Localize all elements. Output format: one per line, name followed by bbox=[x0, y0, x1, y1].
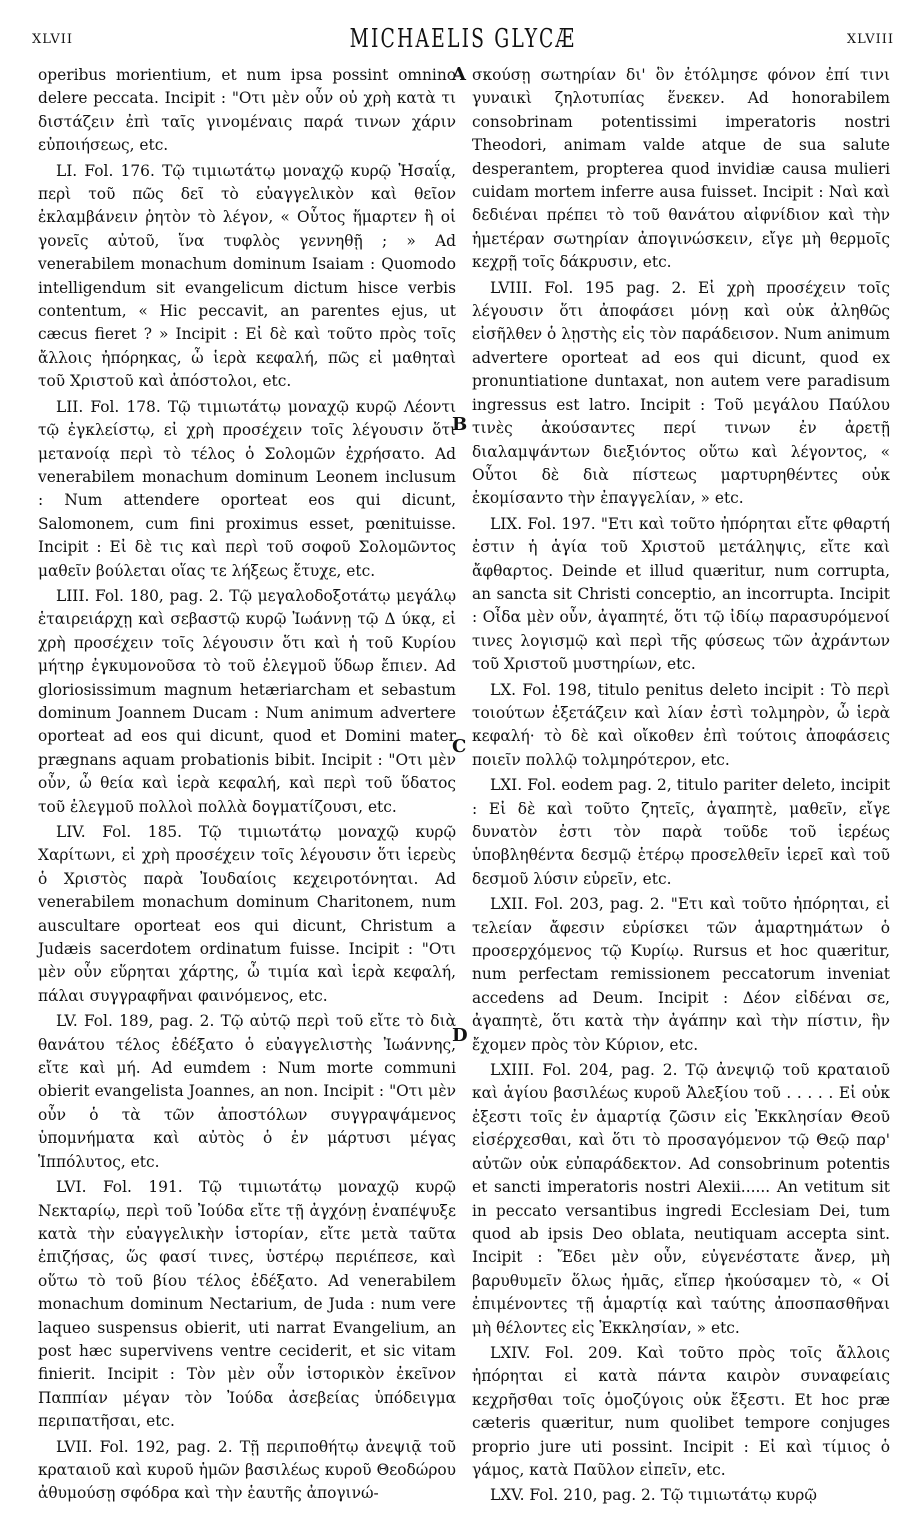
right-column bbox=[472, 64, 890, 1510]
page-number-right: XLVIII bbox=[846, 32, 894, 47]
page-number-left: XLVII bbox=[32, 32, 74, 47]
margin-marker-c: C bbox=[452, 736, 467, 757]
right-entry: LVIII. Fol. 195 pag. 2. Εἰ χρὴ προσέχειν τοῖς λέγουσιν ὅτι ἀποφάσει μόνῃ καὶ οὐκ ἀληθῶς εἰσῆλθεν ὁ λῃστὴς εἰς τὸν παράδεισον. Num animum advertere oporteat ad eos qui dicunt, quod ex pronuntiatione duntaxat, non autem vere paradisum ingressus est latro. Incipit : Τοῦ μεγάλου Παύλου τινὲς ἀκούσαντες περί τινων ἐν ἀρετῇ διαλαμψάντων διεξιόντος οὕτω καὶ λέγοντος, « Οὗτοι δὲ διὰ πίστεως μαρτυρηθέντες οὐκ ἐκομίσαντο τὴν ἐπαγγελίαν, » etc. bbox=[472, 278, 890, 508]
page-title: MICHAELIS GLYCÆ bbox=[349, 24, 577, 54]
right-paragraph: σκούσῃ σωτηρίαν δι' ὃν ἐτόλμησε φόνον ἐπί τινι γυναικὶ ζηλοτυπίας ἕνεκεν. Ad honorabilem consobrinam potentissimi imperatoris nostri Theodori, animam valde atque de sua salute desperantem, propterea quod invidiæ causa mulieri cuidam mortem inferre ausa fuisset. Incipit : Ναὶ καὶ δεδιέναι πρέπει τὸ τοῦ θανάτου αἰφνίδιον καὶ τὴν ἡμετέραν σωτηρίαν ἀπογινώσκειν, εἴγε μὴ θερμοῖς κεχρῇ τοῖς δάκρυσιν, etc. bbox=[472, 66, 890, 272]
left-column bbox=[38, 64, 456, 1508]
left-entry: LIV. Fol. 185. Τῷ τιμιωτάτῳ μοναχῷ κυρῷ Χαρίτωνι, εἰ χρὴ προσέχειν τοῖς λέγουσιν ὅτι ἱερεὺς ὁ Χριστὸς παρὰ Ἰουδαίοις κεχειροτόνηται. Ad venerabilem monachum dominum Charitonem, num auscultare oporteat eos qui dicunt, Christum a Judæis sacerdotem ordinatum fuisse. Incipit : "Οτι μὲν οὖν εὕρηται χάρτης, ὦ τιμία καὶ ἱερὰ κεφαλή, πάλαι συγγραφῆναι φαινόμενος, etc. bbox=[38, 823, 456, 1005]
left-entry: LI. Fol. 176. Τῷ τιμιωτάτῳ μοναχῷ κυρῷ Ἠσαΐᾳ, περὶ τοῦ πῶς δεῖ τὸ εὐαγγελικὸν καὶ θεῖον ἐκλαμβάνειν ῥητὸν τὸ λέγον, « Οὗτος ἥμαρτεν ἢ οἱ γονεῖς αὐτοῦ, ἵνα τυφλὸς γεννηθῇ ; » Ad venerabilem monachum dominum Isaiam : Quomodo intelligendum sit evangelicum dictum hisce verbis contentum, « Hic peccavit, an parentes ejus, ut cæcus fieret ? » Incipit : Εἰ δὲ καὶ τοῦτο πρὸς τοῖς ἄλλοις ἠπόρηκας, ὦ ἱερὰ κεφαλή, πῶς εἰ μαθηταὶ τοῦ Χριστοῦ καὶ ἀπόστολοι, etc. bbox=[38, 161, 456, 391]
left-paragraph: operibus morientium, et num ipsa possint omnino delere peccata. Incipit : "Οτι μὲν οὖν οὐ χρὴ κατὰ τι διστάζειν ἐπὶ ταῖς γινομέναις παρά τινων χάριν εὐποιήσεως, etc. bbox=[38, 66, 456, 155]
running-header bbox=[32, 22, 894, 58]
margin-marker-d: D bbox=[452, 1025, 468, 1046]
left-entry: LVI. Fol. 191. Τῷ τιμιωτάτῳ μοναχῷ κυρῷ Νεκταρίῳ, περὶ τοῦ Ἰούδα εἴτε τῇ ἀγχόνῃ ἐναπέψυξε κατὰ τὴν εὐαγγελικὴν ἱστορίαν, εἴτε μετὰ ταῦτα ἐπιζήσας, ὥς φασί τινες, ὑστέρῳ περιέπεσε, καὶ οὕτω τὸ τοῦ βίου τέλος ἐδέξατο. Ad venerabilem monachum dominum Nectarium, de Juda : num vere laqueo suspensus obierit, uti narrat Evangelium, an post hæc supervivens ventre ceciderit, et sic vitam finierit. Incipit : Τὸν μὲν οὖν ἱστορικὸν ἐκεῖνον Παππίαν μέγαν τὸν Ἰούδα ἀσεβείας ὑπόδειγμα περιπατῆσαι, etc. bbox=[38, 1178, 456, 1431]
margin-marker-b: B bbox=[452, 414, 468, 435]
left-entry: LV. Fol. 189, pag. 2. Τῷ αὐτῷ περὶ τοῦ εἴτε τὸ διὰ θανάτου τέλος ἐδέξατο ὁ εὐαγγελιστὴς Ἰωάννης, εἴτε καὶ μή. Ad eumdem : Num morte communi obierit evangelista Joannes, an non. Incipit : "Οτι μὲν οὖν ὁ τὰ τῶν ἀποστόλων συγγραψάμενος ὑπομνήματα καὶ αὐτὸς ὁ ἐν μάρτυσι μέγας Ἱππόλυτος, etc. bbox=[38, 1012, 456, 1171]
right-entry: LX. Fol. 198, titulo penitus deleto incipit : Τὸ περὶ τοιούτων ἐξετάζειν καὶ λίαν ἐστὶ τολμηρὸν, ὦ ἱερὰ κεφαλή· τὸ δὲ καὶ οἴκοθεν ἐπὶ τούτοις ἀποφάσεις ποιεῖν πολλῷ τολμηρότερον, etc. bbox=[472, 680, 890, 769]
right-entry: LXII. Fol. 203, pag. 2. "Ετι καὶ τοῦτο ἠπόρηται, εἰ τελείαν ἄφεσιν εὑρίσκει τῶν ἁμαρτημάτων ὁ προσερχόμενος τῷ Κυρίῳ. Rursus et hoc quæritur, num perfectam remissionem peccatorum inveniat accedens ad Deum. Incipit : Δέον εἰδέναι σε, ἀγαπητὲ, ὅτι κατὰ τὴν ἀγάπην καὶ τὴν πίστιν, ἣν ἔχομεν πρὸς τὸν Κύριον, etc. bbox=[472, 895, 890, 1054]
left-entry: LIII. Fol. 180, pag. 2. Τῷ μεγαλοδοξοτάτῳ μεγάλῳ ἑταιρειάρχῃ καὶ σεβαστῷ κυρῷ Ἰωάννῃ τῷ Δ ύκᾳ, εἰ χρὴ προσέχειν τοῖς λέγουσιν ὅτι καὶ ἡ τοῦ Κυρίου μήτηρ ἐγκυμονοῦσα τὸ τοῦ ἐλεγμοῦ ὕδωρ ἔπιεν. Ad gloriosissimum magnum hetæriarcham et sebastum dominum Joannem Ducam : Num animum advertere oporteat ad eos qui dicunt, quod et Domini mater prægnans aquam probationis bibit. Incipit : "Οτι μὲν οὖν, ὦ θεία καὶ ἱερὰ κεφαλή, καὶ περὶ τοῦ ὕδατος τοῦ ἐλεγμοῦ πολλοὶ πολλὰ δογματίζουσι, etc. bbox=[38, 586, 456, 816]
left-entry: LVII. Fol. 192, pag. 2. Τῇ περιποθήτῳ ἀνεψιᾷ τοῦ κραταιοῦ καὶ κυροῦ ἡμῶν βασιλέως κυροῦ Θεοδώρου ἀθυμούσῃ σφόδρα καὶ τὴν ἑαυτῆς ἀπογινώ- bbox=[38, 1437, 456, 1503]
right-entry: LIX. Fol. 197. "Ετι καὶ τοῦτο ἠπόρηται εἴτε φθαρτή ἐστιν ἡ ἁγία τοῦ Χριστοῦ μετάληψις, εἴτε καὶ ἄφθαρτος. Deinde et illud quæritur, num corrupta, an sancta sit Christi conceptio, an incorrupta. Incipit : Οἶδα μὲν οὖν, ἀγαπητέ, ὅτι τῷ ἰδίῳ παρασυρόμενοί τινες λογισμῷ καὶ περὶ τῆς φύσεως τῶν ἀχράντων τοῦ Χριστοῦ μυστηρίων, etc. bbox=[472, 514, 890, 674]
right-entry: LXV. Fol. 210, pag. 2. Τῷ τιμιωτάτῳ κυρῷ bbox=[490, 1486, 817, 1505]
right-entry: LXI. Fol. eodem pag. 2, titulo pariter deleto, incipit : Εἰ δὲ καὶ τοῦτο ζητεῖς, ἀγαπητὲ, μαθεῖν, εἴγε δυνατὸν ἐστι τὸν παρὰ τοῦδε τοῦ ἱερέως ὑποβληθέντα δεσμῷ ἑτέρῳ προσελθεῖν ἱερεῖ καὶ τοῦ δεσμοῦ λύσιν εὑρεῖν, etc. bbox=[472, 776, 890, 888]
right-entry: LXIII. Fol. 204, pag. 2. Τῷ ἀνεψιῷ τοῦ κραταιοῦ καὶ ἁγίου βασιλέως κυροῦ Ἀλεξίου τοῦ . . . . . Εἰ οὐκ ἐξεστι τοῖς ἐν ἁμαρτίᾳ ζῶσιν εἰς Ἐκκλησίαν Θεοῦ εἰσέρχεσθαι, καὶ ὅτι τὸ προσαγόμενον τῷ Θεῷ παρ' αὐτῶν οὐκ εὐπαράδεκτον. Ad consobrinum potentis et sancti imperatoris nostri Alexii...... An vetitum sit in peccato versantibus ingredi Ecclesiam Dei, tum quod ab ipsis Deo oblata, neutiquam accepta sint. Incipit : Ἔδει μὲν οὖν, εὐγενέστατε ἄνερ, μὴ βαρυθυμεῖν ὅλως ἡμᾶς, εἴπερ ἠκούσαμεν τὸ, « Οἱ ἐπιμένοντες τῇ ἁμαρτίᾳ καὶ ταύτης ἀποσπασθῆναι μὴ θέλοντες εἰς Ἐκκλησίαν, » etc. bbox=[472, 1061, 890, 1337]
margin-marker-a: A bbox=[452, 64, 466, 85]
right-entry: LXIV. Fol. 209. Καὶ τοῦτο πρὸς τοῖς ἄλλοις ἠπόρηται εἰ κατὰ πάντα καιρὸν συναφείαις κεχρῆσθαι τοῖς ὁμοζύγοις οὐκ ἔξεστι. Et hoc præ cæteris quæritur, num quolibet tempore conjuges proprio jure uti possint. Incipit : Εἰ καὶ τίμιος ὁ γάμος, κατὰ Παῦλον εἰπεῖν, etc. bbox=[472, 1343, 890, 1479]
left-entry: LII. Fol. 178. Τῷ τιμιωτάτῳ μοναχῷ κυρῷ Λέοντι τῷ ἐγκλείστῳ, εἰ χρὴ προσέχειν τοῖς λέγουσιν ὅτι μετανοίᾳ περὶ τὸ τέλος ὁ Σολομῶν ἐχρήσατο. Ad venerabilem monachum dominum Leonem inclusum : Num attendere oporteat eos qui dicunt, Salomonem, cum fini proximus esset, pœnituisse. Incipit : Εἰ δὲ τις καὶ περὶ τοῦ σοφοῦ Σολομῶντος μαθεῖν βούλεται οἵας τε λήξεως ἔτυχε, etc. bbox=[38, 397, 456, 580]
